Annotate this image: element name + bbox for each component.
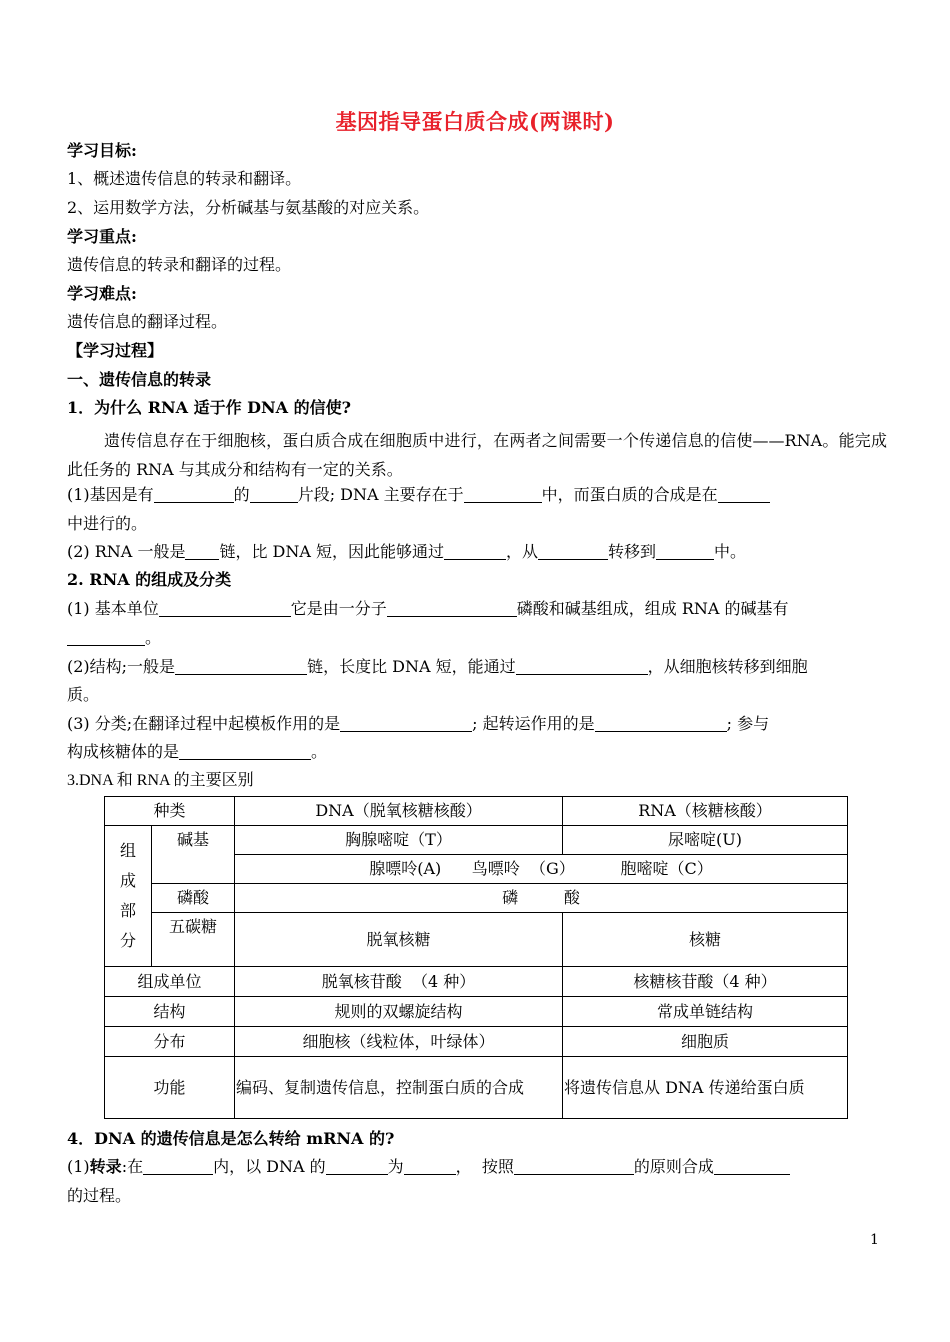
blank[interactable]	[179, 743, 311, 760]
page-title: 基因指导蛋白质合成(两课时)	[335, 109, 615, 134]
cell-unit-rna: 核糖核苷酸（4 种）	[563, 967, 848, 997]
blank[interactable]	[464, 486, 542, 503]
cell-sugar-rna: 核糖	[563, 913, 848, 967]
header-dna: DNA（脱氧核糖核酸）	[235, 797, 563, 826]
section-1-heading: 一、遗传信息的转录	[67, 370, 212, 389]
q4-item-1-cont: 的过程。	[67, 1186, 132, 1205]
row-label-function: 功能	[105, 1057, 235, 1119]
table-row	[105, 797, 848, 826]
cell-structure-dna: 规则的双螺旋结构	[235, 997, 563, 1027]
q2-item-3: (3) 分类;在翻译过程中起模板作用的是 ; 起转运作用的是 ; 参与	[67, 714, 770, 733]
blank[interactable]	[175, 658, 307, 675]
row-label-structure: 结构	[105, 997, 235, 1027]
q2-item-3-cont: 构成核糖体的是 。	[67, 742, 328, 761]
table-row	[105, 884, 848, 913]
row-label-phosphate: 磷酸	[152, 884, 235, 913]
question-2-heading: 2. RNA 的组成及分类	[67, 570, 232, 589]
blank[interactable]	[718, 486, 770, 503]
header-rna: RNA（核糖核酸）	[563, 797, 848, 826]
q4-item-1: (1)转录:在 内，以 DNA 的 为 ， 按照 的原则合成	[67, 1156, 790, 1178]
blank[interactable]	[656, 543, 714, 560]
q2-item-1: (1) 基本单位 它是由一分子 磷酸和碱基组成，组成 RNA 的碱基有	[67, 599, 789, 618]
row-label-sugar: 五碳糖	[152, 913, 235, 967]
table-row	[105, 913, 848, 967]
blank[interactable]	[250, 486, 298, 503]
blank[interactable]	[340, 715, 472, 732]
cell-unit-dna: 脱氧核苷酸 （4 种）	[235, 967, 563, 997]
table-row	[105, 1027, 848, 1057]
key-point-text: 遗传信息的转录和翻译的过程。	[67, 255, 292, 274]
question-4-heading: 4．DNA 的遗传信息是怎么转给 mRNA 的?	[67, 1129, 395, 1148]
blank[interactable]	[595, 715, 727, 732]
table-row	[105, 997, 848, 1027]
table-row	[105, 826, 848, 855]
difficulty-heading: 学习难点:	[67, 284, 137, 303]
difficulty-text: 遗传信息的翻译过程。	[67, 312, 228, 331]
cell-base-rna: 尿嘧啶(U)	[563, 826, 848, 855]
process-heading: 【学习过程】	[67, 341, 164, 360]
blank[interactable]	[143, 1158, 213, 1175]
question-1-heading: 1．为什么 RNA 适于作 DNA 的信使?	[67, 398, 352, 417]
objective-1: 1、概述遗传信息的转录和翻译。	[67, 169, 302, 188]
cell-phosphate: 磷 酸	[235, 884, 848, 913]
cell-function-dna: 编码、复制遗传信息，控制蛋白质的合成	[235, 1057, 563, 1119]
blank[interactable]	[154, 486, 234, 503]
blank[interactable]	[326, 1158, 388, 1175]
q1-item-1: (1)基因是有 的 片段; DNA 主要存在于 中，而蛋白质的合成是在	[67, 484, 770, 506]
cell-structure-rna: 常成单链结构	[563, 997, 848, 1027]
header-type: 种类	[105, 797, 235, 826]
cell-sugar-dna: 脱氧核糖	[235, 913, 563, 967]
objectives-heading: 学习目标:	[67, 141, 137, 160]
q2-item-2: (2)结构;一般是 链，长度比 DNA 短，能通过 ，从细胞核转移到细胞	[67, 657, 808, 676]
cell-distribution-rna: 细胞质	[563, 1027, 848, 1057]
q1-item-2: (2) RNA 一般是 链，比 DNA 短，因此能够通过 ，从 转移到 中。	[67, 542, 747, 561]
row-label-unit: 组成单位	[105, 967, 235, 997]
blank[interactable]	[159, 600, 291, 617]
question-3-heading: 3.DNA 和 RNA 的主要区别	[67, 772, 254, 789]
dna-rna-comparison-table	[104, 796, 848, 1119]
key-point-heading: 学习重点:	[67, 227, 137, 246]
blank[interactable]	[185, 543, 219, 560]
blank[interactable]	[67, 629, 145, 646]
table-row	[105, 1057, 848, 1119]
cell-distribution-dna: 细胞核（线粒体，叶绿体）	[235, 1027, 563, 1057]
objective-2: 2、运用数学方法，分析碱基与氨基酸的对应关系。	[67, 198, 430, 217]
blank[interactable]	[538, 543, 608, 560]
page-number: 1	[870, 1232, 879, 1248]
blank[interactable]	[387, 600, 517, 617]
blank[interactable]	[514, 1158, 634, 1175]
cell-base-common: 腺嘌呤(A) 鸟嘌呤 （G） 胞嘧啶（C）	[235, 855, 848, 884]
blank[interactable]	[516, 658, 648, 675]
cell-function-rna: 将遗传信息从 DNA 传递给蛋白质	[563, 1057, 848, 1119]
group-label-composition: 组 成 部 分	[105, 826, 152, 967]
table-row	[105, 967, 848, 997]
blank[interactable]	[714, 1158, 790, 1175]
q1-paragraph: 遗传信息存在于细胞核，蛋白质合成在细胞质中进行，在两者之间需要一个传递信息的信使——RNA。能完成此任务的 RNA 与其成分和结构有一定的关系。	[67, 431, 887, 479]
q1-item-1-cont: 中进行的。	[67, 514, 148, 533]
q2-item-1-cont: 。	[67, 627, 161, 649]
blank[interactable]	[444, 543, 506, 560]
cell-base-dna: 胸腺嘧啶（T）	[235, 826, 563, 855]
blank[interactable]	[404, 1158, 456, 1175]
row-label-distribution: 分布	[105, 1027, 235, 1057]
row-label-base: 碱基	[152, 826, 235, 884]
q2-item-2-cont: 质。	[67, 685, 100, 704]
